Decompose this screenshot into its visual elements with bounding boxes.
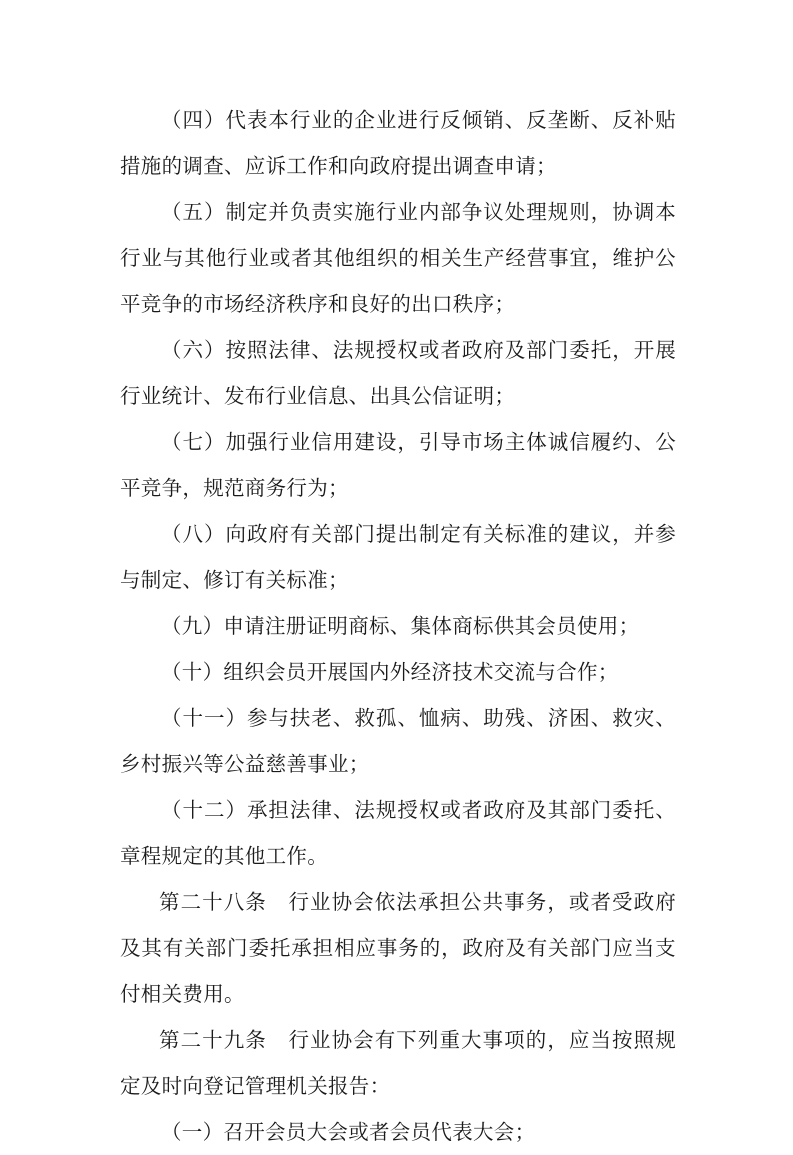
paragraph-item-6: （六）按照法律、法规授权或者政府及部门委托，开展行业统计、发布行业信息、出具公信证明； [120, 338, 676, 408]
paragraph-item-12: （十二）承担法律、法规授权或者政府及其部门委托、章程规定的其他工作。 [120, 798, 676, 868]
paragraph-item-7: （七）加强行业信用建设，引导市场主体诚信履约、公平竞争，规范商务行为； [120, 430, 676, 500]
paragraph-item-4: （四）代表本行业的企业进行反倾销、反垄断、反补贴措施的调查、应诉工作和向政府提出调查申请； [120, 108, 676, 178]
paragraph-item-8: （八）向政府有关部门提出制定有关标准的建议，并参与制定、修订有关标准； [120, 522, 676, 592]
article-29-paragraph: 第二十九条 行业协会有下列重大事项的，应当按照规定及时向登记管理机关报告： [120, 1028, 676, 1098]
article-28-paragraph: 第二十八条 行业协会依法承担公共事务，或者受政府及其有关部门委托承担相应事务的，政府及有关部门应当支付相关费用。 [120, 890, 676, 1006]
paragraph-item-9: （九）申请注册证明商标、集体商标供其会员使用； [161, 614, 640, 638]
paragraph-item-1: （一）召开会员大会或者会员代表大会； [161, 1120, 536, 1144]
paragraph-item-5: （五）制定并负责实施行业内部争议处理规则，协调本行业与其他行业或者其他组织的相关生产经营事宜，维护公平竞争的市场经济秩序和良好的出口秩序； [120, 200, 676, 316]
paragraph-item-11: （十一）参与扶老、救孤、恤病、助残、济困、救灾、乡村振兴等公益慈善事业； [120, 706, 676, 776]
paragraph-item-10: （十）组织会员开展国内外经济技术交流与合作； [161, 660, 619, 684]
